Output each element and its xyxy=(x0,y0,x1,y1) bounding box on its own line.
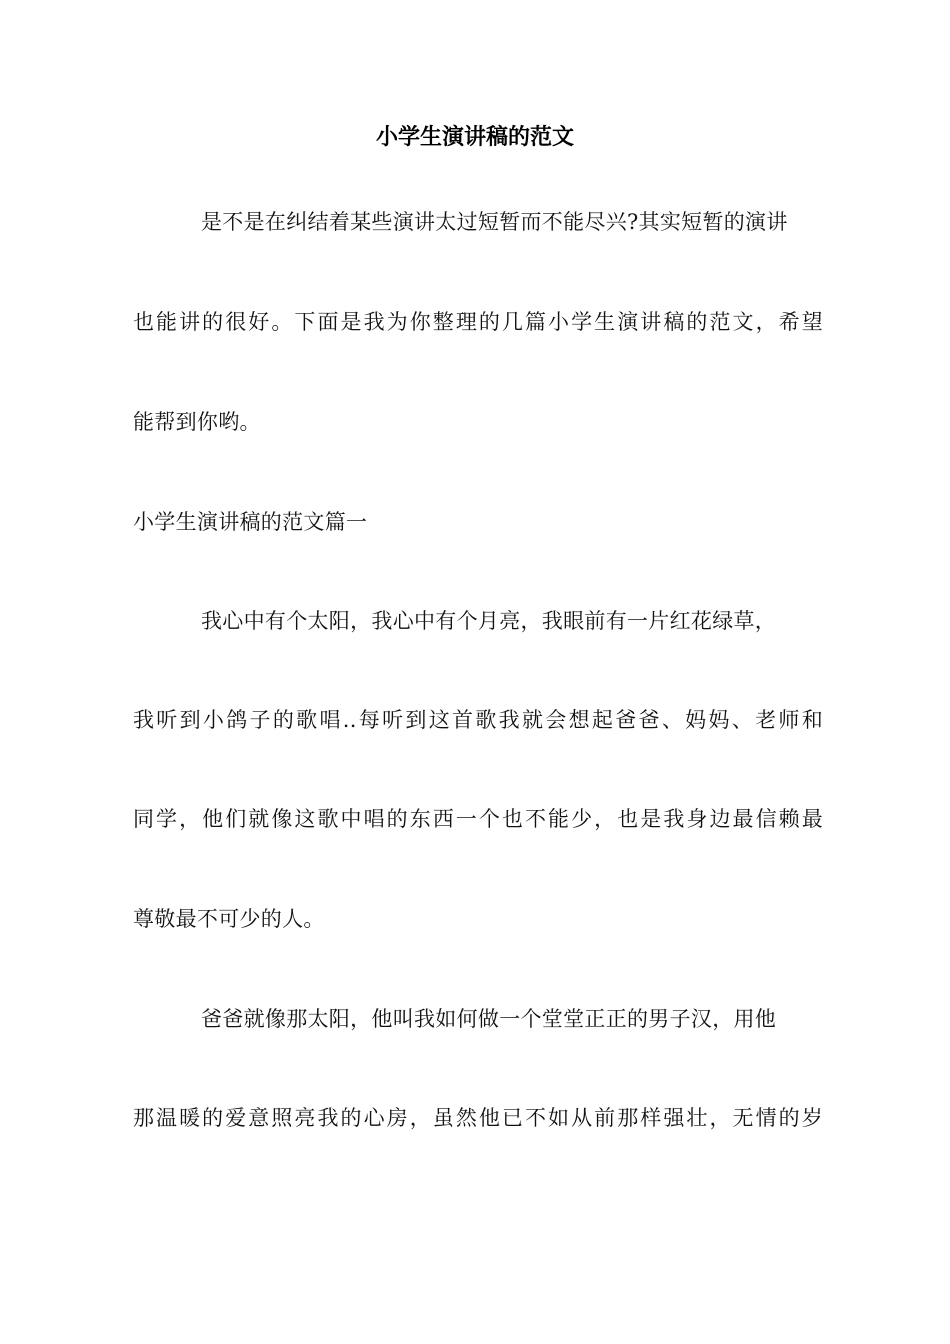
paragraph-line: 尊敬最不可少的人。 xyxy=(133,907,325,931)
paragraph-line: 同学，他们就像这歌中唱的东西一个也不能少，也是我身边最信赖最 xyxy=(133,807,823,831)
section-heading: 小学生演讲稿的范文篇一 xyxy=(133,510,368,534)
paragraph-line: 我心中有个太阳，我心中有个月亮，我眼前有一片红花绿草， xyxy=(201,609,777,633)
paragraph-line: 能帮到你哟。 xyxy=(133,410,261,434)
paragraph-line: 我听到小鸽子的歌唱..每听到这首歌我就会想起爸爸、妈妈、老师和 xyxy=(133,708,823,732)
paragraph-line: 也能讲的很好。下面是我为你整理的几篇小学生演讲稿的范文，希望 xyxy=(133,310,823,334)
paragraph-line: 爸爸就像那太阳，他叫我如何做一个堂堂正正的男子汉，用他 xyxy=(201,1007,777,1031)
paragraph-line: 那温暖的爱意照亮我的心房，虽然他已不如从前那样强壮，无情的岁 xyxy=(133,1106,823,1130)
paragraph-line: 是不是在纠结着某些演讲太过短暂而不能尽兴?其实短暂的演讲 xyxy=(201,210,788,234)
document-title: 小学生演讲稿的范文 xyxy=(375,125,574,150)
